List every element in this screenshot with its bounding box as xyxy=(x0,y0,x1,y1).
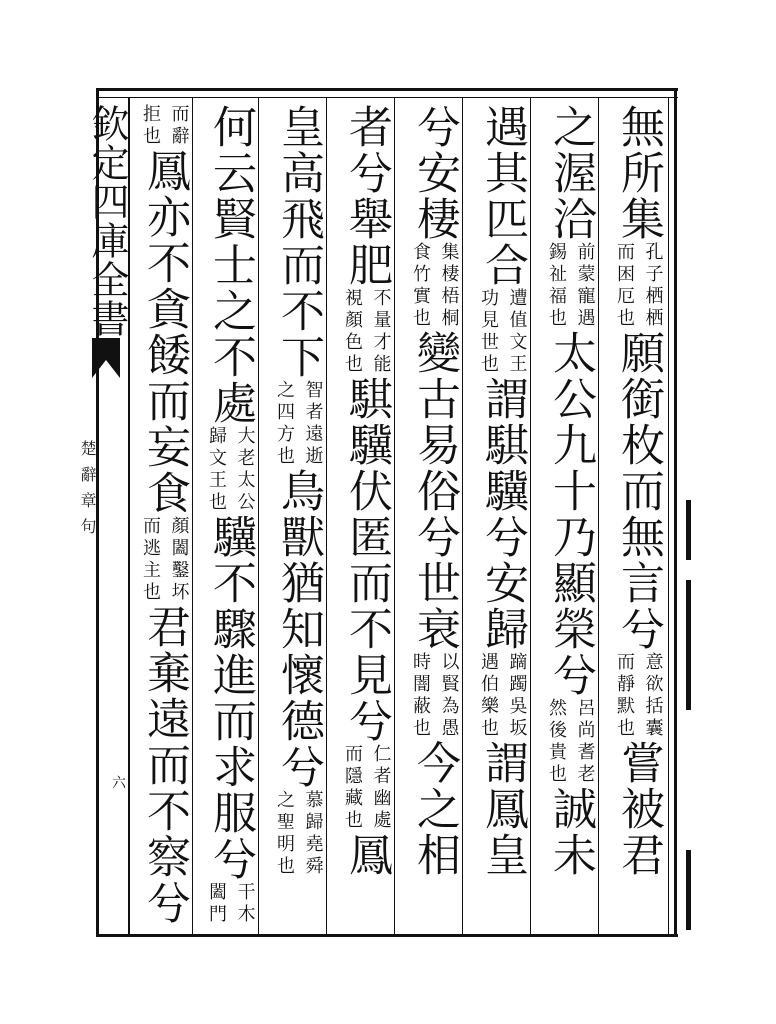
commentary-left: 闔門 xyxy=(206,882,227,926)
commentary-note xyxy=(202,882,258,926)
commentary-right: 不量才能 xyxy=(370,288,392,376)
commentary-right: 慕歸堯舜 xyxy=(302,790,324,878)
column-separator xyxy=(462,98,463,934)
main-text: 者兮舉肥 xyxy=(341,104,392,288)
main-text: 謂騏驥兮安歸 xyxy=(477,376,528,652)
right-border xyxy=(674,90,677,936)
text-column-2 xyxy=(538,104,598,934)
main-text: 驥不驟進而求服兮 xyxy=(205,514,256,882)
column-separator xyxy=(530,98,531,934)
commentary-note xyxy=(610,652,666,740)
commentary-right: 大老太公 xyxy=(234,426,256,514)
top-border xyxy=(96,88,678,91)
bottom-border xyxy=(96,934,678,937)
commentary-left: 而逃主也 xyxy=(140,516,161,604)
main-text: 遇其匹合 xyxy=(477,104,528,288)
commentary-right: 干木 xyxy=(234,882,256,926)
column-separator xyxy=(394,98,395,934)
commentary-left: 而困厄也 xyxy=(614,242,635,330)
column-separator xyxy=(326,98,327,934)
commentary-right: 蹢躅吳坂 xyxy=(506,652,528,740)
commentary-right: 孔子栖栖 xyxy=(642,242,664,330)
commentary-right: 而辭 xyxy=(168,104,190,148)
commentary-note xyxy=(474,288,530,376)
text-column-4 xyxy=(402,104,462,934)
commentary-left: 食竹實也 xyxy=(410,242,431,330)
text-column-5 xyxy=(334,104,394,934)
main-text: 兮安棲 xyxy=(409,104,460,242)
page-number: 六 xyxy=(110,775,126,789)
main-text: 君棄遠而不察兮 xyxy=(139,604,190,926)
commentary-right: 仁者幽處 xyxy=(370,744,392,832)
commentary-note xyxy=(406,652,462,740)
commentary-note xyxy=(338,744,394,832)
commentary-right: 智者遠逝 xyxy=(302,380,324,468)
commentary-note xyxy=(610,242,666,330)
main-text: 之渥洽 xyxy=(545,104,596,242)
main-text: 皇高飛而不下 xyxy=(273,104,324,380)
main-text: 太公九十乃顯榮兮 xyxy=(545,330,596,698)
commentary-left: 然後貴也 xyxy=(546,698,567,786)
commentary-right: 遭值文王 xyxy=(506,288,528,376)
main-text: 嘗被君 xyxy=(613,740,664,878)
commentary-left: 錫祉福也 xyxy=(546,242,567,330)
column-separator xyxy=(192,98,193,934)
commentary-right: 集棲梧桐 xyxy=(438,242,460,330)
commentary-right: 顏闔鑿坏 xyxy=(168,516,190,604)
commentary-note xyxy=(474,652,530,740)
text-column-8 xyxy=(132,104,192,934)
source-title: 楚辭章句 xyxy=(78,440,97,544)
commentary-note xyxy=(542,242,598,330)
commentary-note xyxy=(270,790,326,878)
commentary-right: 以賢為愚 xyxy=(438,652,460,740)
commentary-right: 意欲括囊 xyxy=(642,652,664,740)
edge-tab xyxy=(686,850,691,930)
text-column-6 xyxy=(266,104,326,934)
commentary-note xyxy=(406,242,462,330)
commentary-left: 之聖明也 xyxy=(274,790,295,878)
main-text: 今之相 xyxy=(409,740,460,878)
column-separator xyxy=(258,98,259,934)
commentary-note xyxy=(202,426,258,514)
fish-tail-mark-icon xyxy=(92,338,120,378)
main-text: 何云賢士之不處 xyxy=(205,104,256,426)
main-text: 鳳亦不貪餧而妄食 xyxy=(139,148,190,516)
column-separator xyxy=(598,98,599,934)
main-text: 鳳 xyxy=(341,832,392,878)
book-title: 欽定四庫全書 xyxy=(85,104,129,338)
main-text: 誠未 xyxy=(545,786,596,878)
main-text: 鳥獸猶知懷德兮 xyxy=(273,468,324,790)
text-column-7 xyxy=(198,104,258,934)
text-column-1 xyxy=(606,104,666,934)
main-text: 願銜枚而無言兮 xyxy=(613,330,664,652)
main-text: 騏驥伏匿而不見兮 xyxy=(341,376,392,744)
main-text: 無所集 xyxy=(613,104,664,242)
edge-tab xyxy=(686,580,691,710)
commentary-note xyxy=(136,104,192,148)
commentary-left: 遇伯樂也 xyxy=(478,652,499,740)
main-text: 謂鳳皇 xyxy=(477,740,528,878)
commentary-left: 拒也 xyxy=(140,104,161,148)
commentary-left: 視顏色也 xyxy=(342,288,363,376)
commentary-left: 而隱藏也 xyxy=(342,744,363,832)
commentary-right: 呂尚耆老 xyxy=(574,698,596,786)
commentary-note xyxy=(542,698,598,786)
commentary-note xyxy=(338,288,394,376)
commentary-left: 功見世也 xyxy=(478,288,499,376)
top-border-thin xyxy=(96,97,678,98)
commentary-left: 之四方也 xyxy=(274,380,295,468)
edge-tab xyxy=(686,500,691,560)
commentary-note xyxy=(270,380,326,468)
commentary-right: 前蒙寵遇 xyxy=(574,242,596,330)
commentary-note xyxy=(136,516,192,604)
right-border-thin xyxy=(668,98,669,934)
text-column-3 xyxy=(470,104,530,934)
commentary-left: 時闇蔽也 xyxy=(410,652,431,740)
commentary-left: 歸文王也 xyxy=(206,426,227,514)
main-text: 變古易俗兮世衰 xyxy=(409,330,460,652)
commentary-left: 而靜默也 xyxy=(614,652,635,740)
